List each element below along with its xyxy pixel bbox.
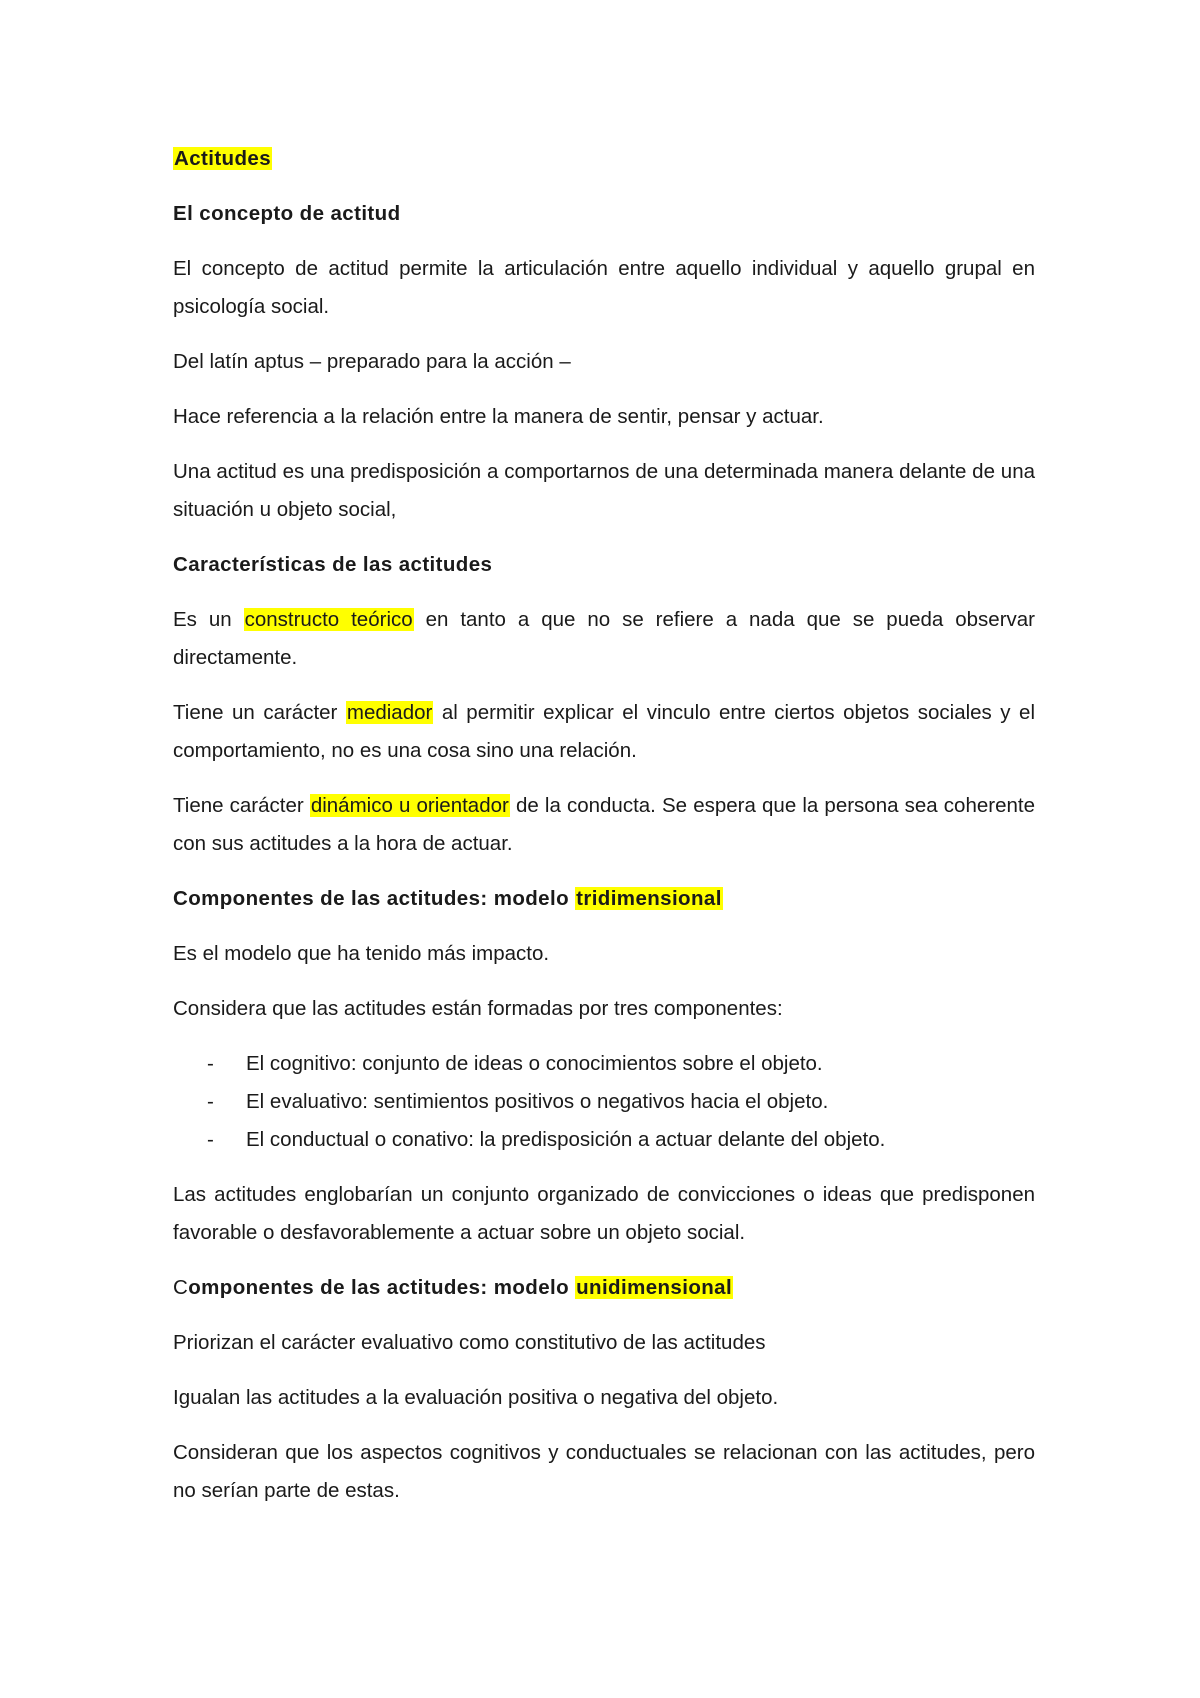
paragraph-unidimensional-3: Consideran que los aspectos cognitivos y conductuales se relacionan con las actitudes, pero no serían parte de estas. xyxy=(173,1441,1035,1502)
highlighted-term: tridimensional xyxy=(576,887,722,910)
list-item-text: El conductual o conativo: la predisposición a actuar delante del objeto. xyxy=(246,1128,886,1151)
text-run: Tiene carácter xyxy=(173,794,310,817)
paragraph-unidimensional-2: Igualan las actitudes a la evaluación positiva o negativa del objeto. xyxy=(173,1386,779,1409)
list-item xyxy=(173,1121,1035,1159)
list-item xyxy=(173,1083,1035,1121)
section-heading-caracteristicas: Características de las actitudes xyxy=(173,553,493,576)
title-highlight: Actitudes xyxy=(174,147,272,170)
paragraph-caracteristicas-3 xyxy=(173,787,1035,863)
document-body xyxy=(173,140,1035,1527)
list-dash: - xyxy=(207,1052,214,1075)
paragraph-concepto-4: Una actitud es una predisposición a comportarnos de una determinada manera delante de una situación u objeto social, xyxy=(173,460,1035,521)
highlighted-term: mediador xyxy=(346,701,433,724)
paragraph-concepto-2: Del latín aptus – preparado para la acción – xyxy=(173,350,571,373)
section-heading-concepto: El concepto de actitud xyxy=(173,202,401,225)
paragraph-caracteristicas-2 xyxy=(173,694,1035,770)
list-item-text: El evaluativo: sentimientos positivos o negativos hacia el objeto. xyxy=(246,1090,829,1113)
text-run: en tanto a que no se refiere a nada que se pueda observar directamente. xyxy=(173,608,1035,669)
paragraph-caracteristicas-1 xyxy=(173,601,1035,677)
section-heading-tridimensional xyxy=(173,880,1035,918)
highlighted-term: unidimensional xyxy=(576,1276,733,1299)
list-item xyxy=(173,1045,1035,1083)
paragraph-tridimensional-1: Es el modelo que ha tenido más impacto. xyxy=(173,942,550,965)
list-item-text: El cognitivo: conjunto de ideas o conocimientos sobre el objeto. xyxy=(246,1052,823,1075)
paragraph-tridimensional-3: Las actitudes englobarían un conjunto organizado de convicciones o ideas que predisponen favorable o desfavorablemente a actuar sobre un objeto social. xyxy=(173,1183,1035,1244)
list-dash: - xyxy=(207,1090,214,1113)
section-heading-unidimensional xyxy=(173,1269,1035,1307)
heading-first-letter: C xyxy=(173,1276,189,1299)
paragraph-concepto-1: El concepto de actitud permite la articulación entre aquello individual y aquello grupal en psicología social. xyxy=(173,257,1035,318)
highlighted-term: dinámico u orientador xyxy=(310,794,509,817)
paragraph-tridimensional-2: Considera que las actitudes están formadas por tres componentes: xyxy=(173,997,783,1020)
heading-text: Componentes de las actitudes: modelo xyxy=(173,887,576,910)
paragraph-concepto-3: Hace referencia a la relación entre la manera de sentir, pensar y actuar. xyxy=(173,405,824,428)
components-list xyxy=(173,1045,1035,1159)
highlighted-term: constructo teórico xyxy=(244,608,413,631)
paragraph-unidimensional-1: Priorizan el carácter evaluativo como constitutivo de las actitudes xyxy=(173,1331,766,1354)
heading-text: omponentes de las actitudes: modelo xyxy=(188,1276,576,1299)
text-run: Tiene un carácter xyxy=(173,701,346,724)
text-run: de la conducta. Se espera que la persona sea coherente con sus actitudes a la hora de actuar. xyxy=(173,794,1035,855)
text-run: Es un xyxy=(173,608,244,631)
document-title xyxy=(173,140,1035,178)
text-run: al permitir explicar el vinculo entre ciertos objetos sociales y el comportamiento, no es una cosa sino una relación. xyxy=(173,701,1035,762)
list-dash: - xyxy=(207,1128,214,1151)
